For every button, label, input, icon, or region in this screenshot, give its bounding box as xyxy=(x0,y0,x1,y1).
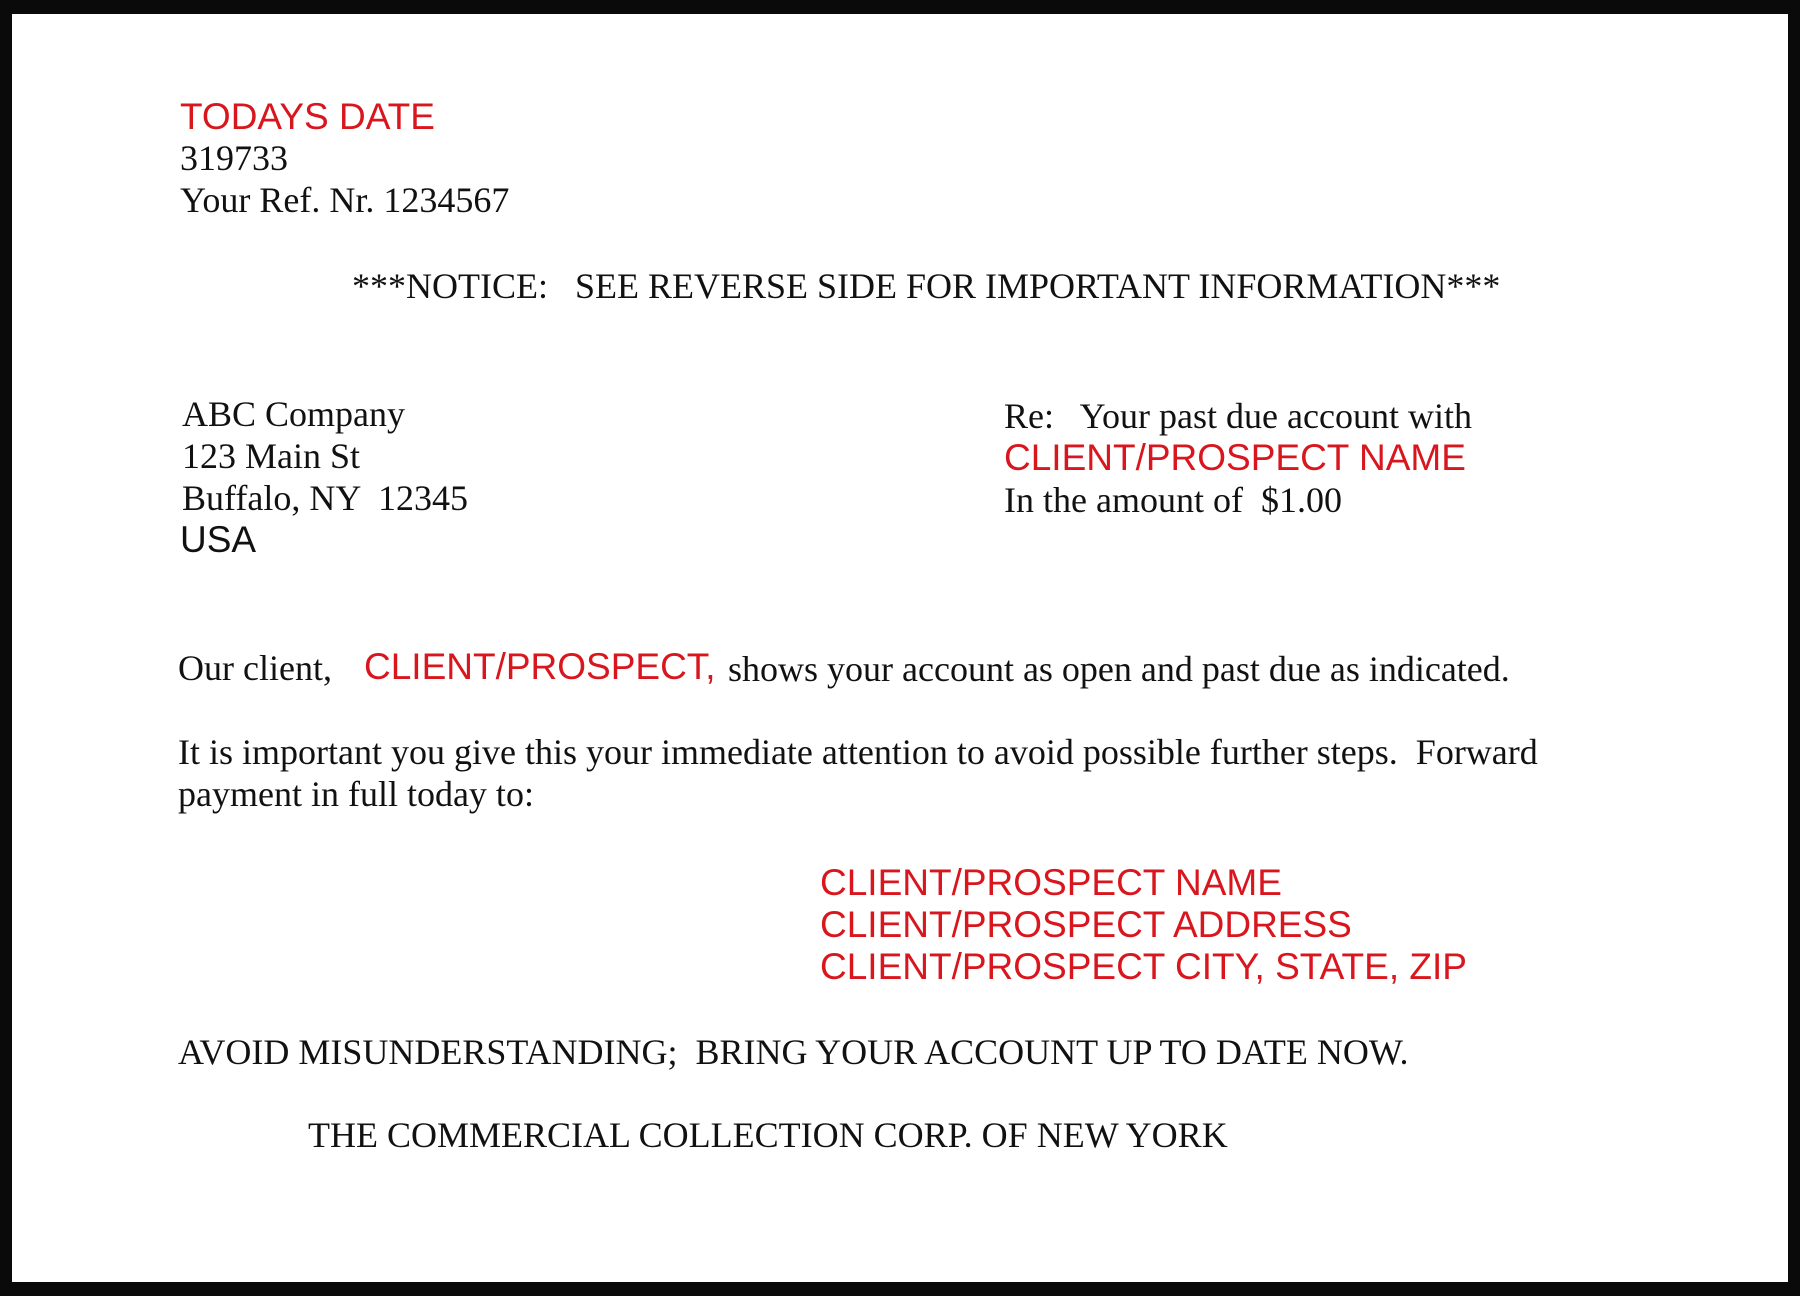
remit-to-city-state-zip: CLIENT/PROSPECT CITY, STATE, ZIP xyxy=(820,946,1467,987)
notice-line: ***NOTICE: SEE REVERSE SIDE FOR IMPORTANT INFORMATION*** xyxy=(352,266,1501,306)
regarding-line: Re: Your past due account with xyxy=(1004,396,1472,436)
debtor-country: USA xyxy=(180,519,257,560)
debtor-street: 123 Main St xyxy=(182,436,361,476)
regarding-amount: In the amount of $1.00 xyxy=(1004,480,1342,520)
closing-line: AVOID MISUNDERSTANDING; BRING YOUR ACCOUNT UP TO DATE NOW. xyxy=(178,1032,1409,1072)
paragraph2-line2: payment in full today to: xyxy=(178,774,534,814)
remit-to-name: CLIENT/PROSPECT NAME xyxy=(820,862,1282,903)
signature-company: THE COMMERCIAL COLLECTION CORP. OF NEW YORK xyxy=(308,1115,1228,1155)
regarding-client-name: CLIENT/PROSPECT NAME xyxy=(1004,437,1466,478)
debtor-company: ABC Company xyxy=(182,394,406,434)
paragraph1-tail: shows your account as open and past due as indicated. xyxy=(728,649,1510,689)
paragraph1-client-placeholder: CLIENT/PROSPECT, xyxy=(364,646,716,687)
remit-to-address: CLIENT/PROSPECT ADDRESS xyxy=(820,904,1352,945)
reference-number: Your Ref. Nr. 1234567 xyxy=(180,180,510,220)
debtor-city-state-zip: Buffalo, NY 12345 xyxy=(182,478,468,518)
paragraph1-lead: Our client, xyxy=(178,648,332,688)
todays-date-placeholder: TODAYS DATE xyxy=(180,96,435,137)
paragraph2-line1: It is important you give this your immediate attention to avoid possible further steps. Forward xyxy=(178,732,1538,772)
account-number: 319733 xyxy=(180,138,288,178)
